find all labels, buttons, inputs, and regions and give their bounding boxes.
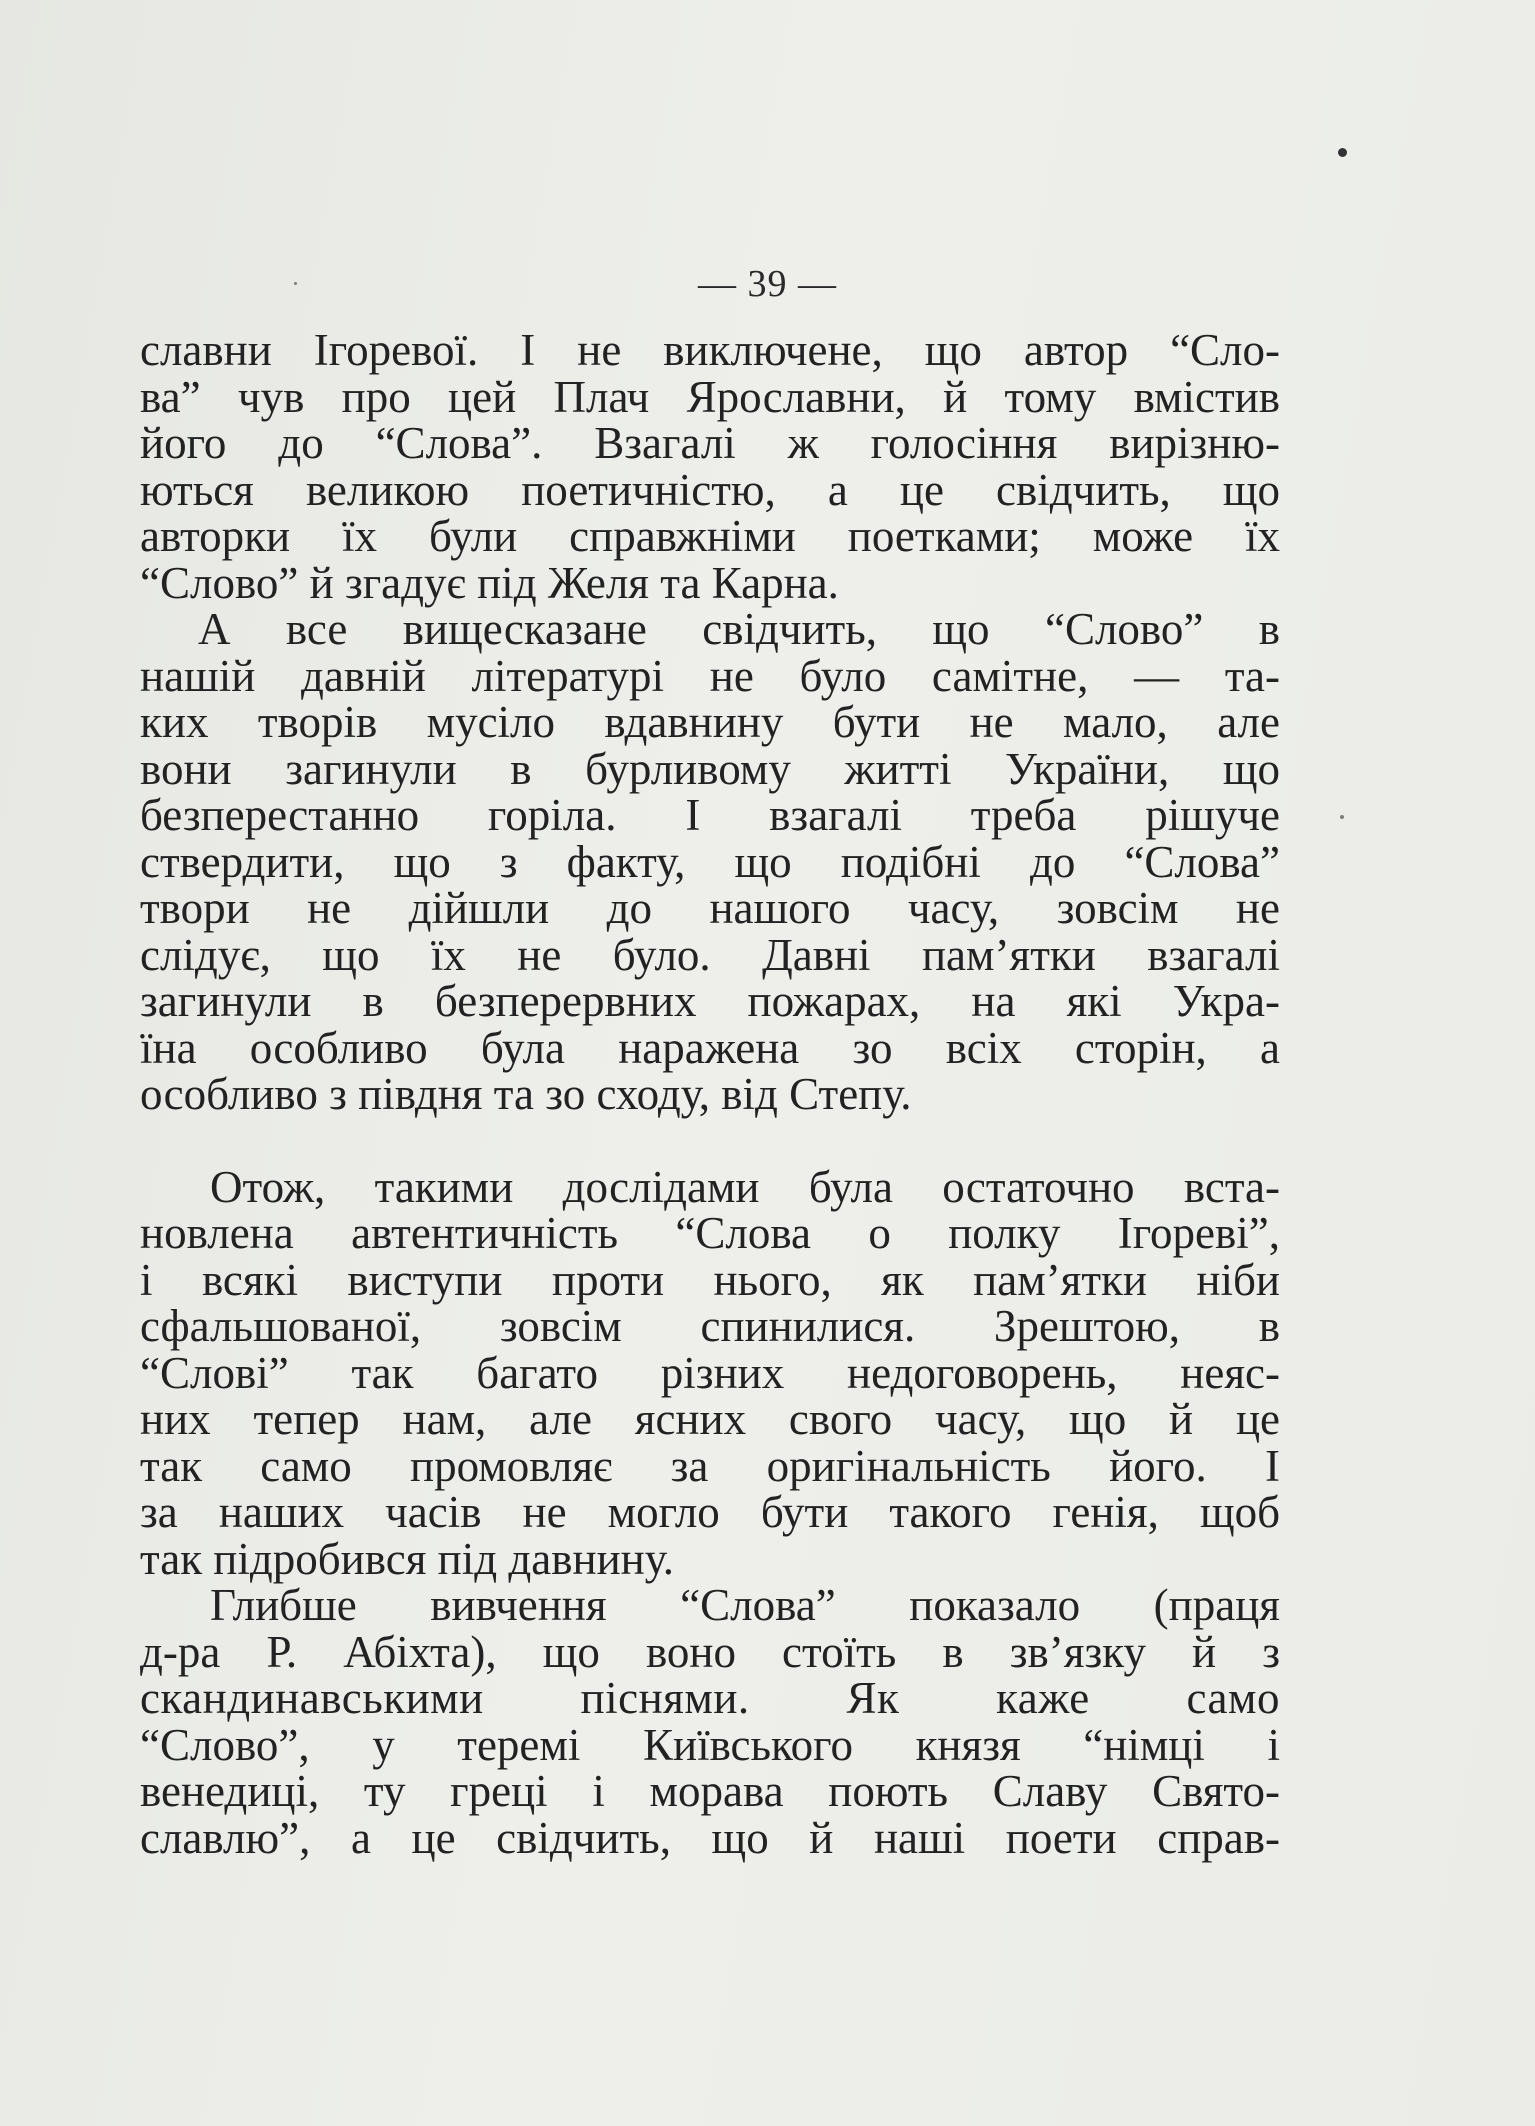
paragraph — [140, 327, 1280, 606]
ink-speck — [1340, 815, 1344, 819]
page-number: — 39 — — [698, 263, 837, 305]
text-line: особливо з півдня та зо сходу, від Степу. — [140, 1069, 912, 1119]
text-line: ються великою поетичністю, а це свідчить, що — [140, 464, 1280, 515]
text-line: сфальшованої, зовсім спинилися. Зрештою, в — [140, 1301, 1280, 1351]
text-line: за наших часів не могло бути такого генія, щоб — [140, 1487, 1280, 1537]
paragraph — [140, 606, 1280, 1118]
text-line: скандинавськими піснями. Як каже само — [140, 1673, 1280, 1723]
text-line: твори не дійшли до нашого часу, зовсім не — [140, 883, 1280, 933]
text-line: його до “Слова”. Взагалі ж голосіння вирізню- — [140, 418, 1280, 468]
text-line: них тепер нам, але ясних свого часу, що й це — [140, 1394, 1280, 1444]
text-line: ва” чув про цей Плач Ярославни, й тому вмістив — [140, 371, 1280, 422]
text-line: слідує, що їх не було. Давні пам’ятки взагалі — [140, 929, 1280, 980]
text-line: нашій давній літературі не було самітне, — та- — [140, 650, 1280, 701]
text-line: д-ра Р. Абіхта), що воно стоїть в зв’язку й з — [140, 1626, 1280, 1677]
text-line: славни Ігоревої. І не виключене, що автор “Сло- — [140, 325, 1280, 375]
text-line: загинули в безперервних пожарах, на які Укра- — [140, 976, 1280, 1026]
paragraph-gap — [140, 1118, 1280, 1164]
text-line: так підробився під давнину. — [140, 1533, 675, 1584]
text-line: А все вищесказане свідчить, що “Слово” в — [198, 604, 1280, 654]
text-line: новлена автентичність “Слова о полку Ігореві”, — [140, 1208, 1280, 1258]
text-line: ствердити, що з факту, що подібні до “Слова” — [140, 836, 1280, 887]
text-line: їна особливо була наражена зо всіх сторін, а — [140, 1022, 1280, 1073]
text-line: “Слово”, у теремі Київського князя “німці і — [140, 1719, 1280, 1770]
paragraph — [140, 1161, 1280, 1584]
text-line: Отож, такими дослідами була остаточно вста- — [210, 1161, 1280, 1212]
text-line: безперестанно горіла. І взагалі треба рішуче — [140, 790, 1280, 840]
text-line: так само промовляє за оригінальність його. І — [140, 1440, 1280, 1491]
text-line: ких творів мусіло вдавнину бути не мало, але — [140, 697, 1280, 747]
text-line: “Слово” й згадує під Желя та Карна. — [140, 557, 839, 608]
body-text — [140, 327, 1280, 1861]
text-line: вони загинули в бурливому житті України, що — [140, 743, 1280, 794]
ink-speck — [1338, 148, 1347, 157]
text-line: Глибше вивчення “Слова” показало (праця — [210, 1580, 1280, 1630]
text-line: і всякі виступи проти нього, як пам’ятки ніби — [140, 1254, 1280, 1305]
paragraph — [140, 1582, 1280, 1861]
text-line: авторки їх були справжніми поетками; може їх — [140, 511, 1280, 561]
text-line: венедиці, ту греці і морава поють Славу Свято- — [140, 1766, 1280, 1816]
text-line: славлю”, а це свідчить, що й наші поети справ- — [140, 1812, 1280, 1863]
text-line: “Слові” так багато різних недоговорень, неяс- — [140, 1347, 1280, 1398]
